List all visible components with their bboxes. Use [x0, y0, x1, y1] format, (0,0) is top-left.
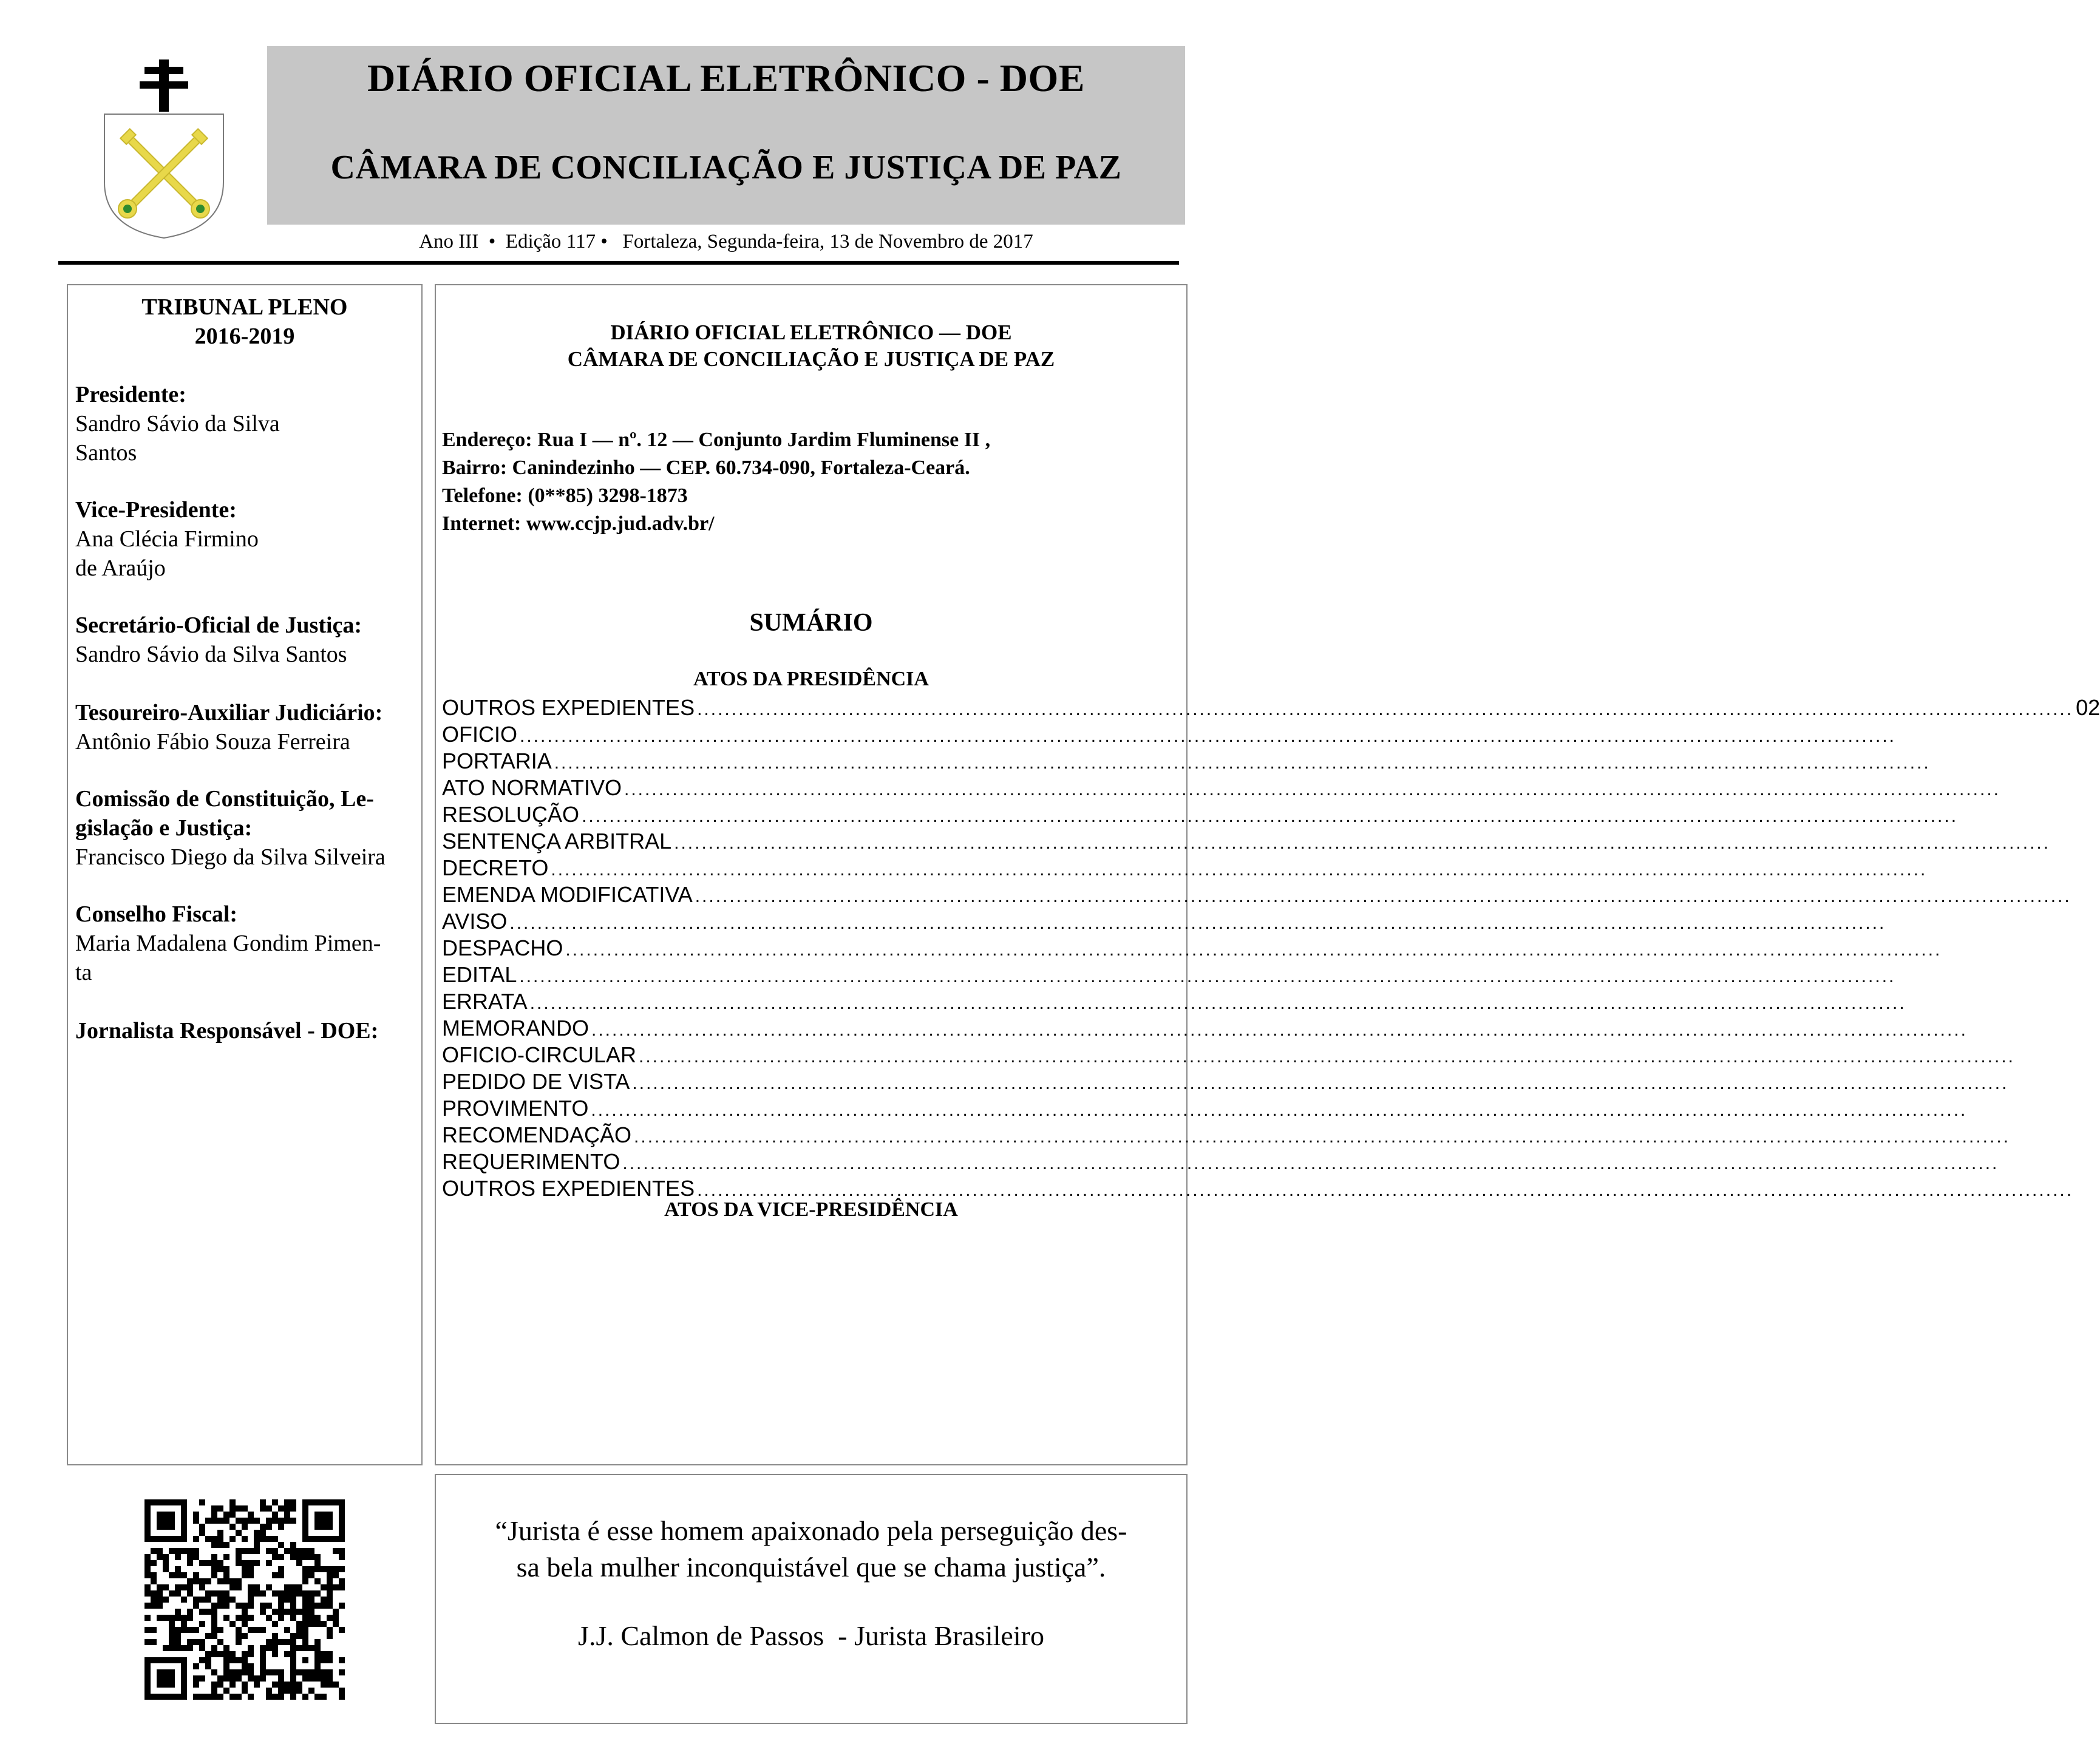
toc-leader-dots: ........................................................................................................................................................................................................ — [632, 1073, 2009, 1093]
toc-leader-dots: ........................................................................................................................................................................................................ — [622, 1153, 1999, 1173]
document-subtitle: CÂMARA DE CONCILIAÇÃO E JUSTIÇA DE PAZ — [330, 149, 1122, 186]
toc-page-number: 02 — [2076, 695, 2100, 720]
toc-entry — [442, 721, 1896, 748]
section-heading-presidencia: ATOS DA PRESIDÊNCIA — [693, 668, 929, 690]
toc-leader-dots: ........................................................................................................................................................................................................ — [591, 1020, 1968, 1040]
contact-block — [442, 426, 990, 538]
toc-leader-dots: ........................................................................................................................................................................................................ — [591, 1100, 1968, 1120]
website: Internet: www.ccjp.jud.adv.br/ — [442, 512, 715, 535]
toc-label: EDITAL — [442, 962, 517, 987]
toc-leader-dots: ........................................................................................................................................................................................................ — [674, 833, 2051, 853]
toc-entry — [442, 801, 1959, 828]
toc-leader-dots: ........................................................................................................................................................................................................ — [639, 1047, 2016, 1067]
panel-title: DIÁRIO OFICIAL ELETRÔNICO — DOE — [610, 321, 1012, 344]
toc-entry — [442, 1122, 2011, 1149]
toc-entry — [442, 908, 1886, 935]
toc-leader-dots: ........................................................................................................................................................................................................ — [565, 940, 1942, 960]
section-heading-vice-presidencia: ATOS DA VICE-PRESIDÊNCIA — [664, 1198, 958, 1221]
toc-label: OFICIO-CIRCULAR — [442, 1042, 637, 1067]
jornalista-block: Jornalista Responsável - DOE: — [75, 1018, 379, 1044]
quote-text: “Jurista é esse homem apaixonado pela perseguição des- sa bela mulher inconquistável que se chama justiça”. — [495, 1515, 1127, 1583]
toc-leader-dots: ........................................................................................................................................................................................................ — [697, 1180, 2074, 1200]
toc-leader-dots: ........................................................................................................................................................................................................ — [582, 806, 1959, 826]
panel-subtitle: CÂMARA DE CONCILIAÇÃO E JUSTIÇA DE PAZ — [567, 347, 1055, 371]
tribunal-heading: TRIBUNAL PLENO 2016-2019 — [141, 294, 348, 349]
comissao-block: Comissão de Constituição, Le- gislação e Justiça: Francisco Diego da Silva Silveira — [75, 786, 386, 870]
address-line: Endereço: Rua I — nº. 12 — Conjunto Jardim Fluminense II , — [442, 429, 991, 451]
toc-entry — [442, 748, 1931, 775]
toc-entry — [442, 988, 1906, 1015]
toc-label: EMENDA MODIFICATIVA — [442, 882, 693, 907]
toc-label: RECOMENDAÇÃO — [442, 1122, 632, 1147]
toc-entry — [442, 935, 1942, 962]
document-title: DIÁRIO OFICIAL ELETRÔNICO - DOE — [367, 56, 1085, 100]
toc-label: REQUERIMENTO — [442, 1149, 620, 1174]
tribunal-pleno-panel — [67, 284, 423, 1465]
toc-label: OUTROS EXPEDIENTES — [442, 1176, 695, 1201]
secretario-block: Secretário-Oficial de Justiça: Sandro Sávio da Silva Santos — [75, 613, 362, 667]
toc-entry — [442, 855, 1928, 881]
toc-entry — [442, 828, 2051, 855]
toc-entry — [442, 775, 2001, 801]
toc-label: DESPACHO — [442, 935, 563, 960]
phone: Telefone: (0**85) 3298-1873 — [442, 484, 688, 507]
header-banner — [267, 46, 1185, 225]
toc-leader-dots: ........................................................................................................................................................................................................ — [520, 726, 1896, 746]
toc-entry — [442, 1015, 1968, 1042]
toc-label: ATO NORMATIVO — [442, 775, 622, 800]
toc-label: SENTENÇA ARBITRAL — [442, 829, 672, 854]
toc-label: PEDIDO DE VISTA — [442, 1069, 630, 1094]
toc-label: DECRETO — [442, 855, 549, 880]
table-of-contents — [442, 694, 2100, 1202]
toc-entry — [442, 1068, 2009, 1095]
quote-panel — [435, 1474, 1188, 1724]
toc-entry — [442, 1149, 1999, 1175]
header-rule — [58, 261, 1179, 265]
toc-leader-dots: ........................................................................................................................................................................................................ — [695, 886, 2071, 906]
toc-leader-dots: ........................................................................................................................................................................................................ — [554, 753, 1931, 773]
presidente-block: Presidente: Sandro Sávio da Silva Santos — [75, 382, 280, 466]
qr-code-icon — [144, 1499, 345, 1700]
edition-line: Ano III • Edição 117 • Fortaleza, Segunda-feira, 13 de Novembro de 2017 — [419, 231, 1033, 253]
toc-label: MEMORANDO — [442, 1016, 589, 1040]
toc-label: AVISO — [442, 909, 508, 934]
toc-entry — [442, 1095, 1968, 1122]
toc-label: PORTARIA — [442, 748, 552, 773]
toc-entry — [442, 1042, 2016, 1068]
summary-panel — [435, 284, 2100, 1465]
toc-entry — [442, 881, 2071, 908]
toc-leader-dots: ........................................................................................................................................................................................................ — [519, 966, 1896, 986]
coat-of-arms-icon — [97, 49, 231, 243]
toc-label: OUTROS EXPEDIENTES — [442, 695, 695, 720]
toc-leader-dots: ........................................................................................................................................................................................................ — [509, 913, 1886, 933]
conselho-fiscal-block: Conselho Fiscal: Maria Madalena Gondim Pimen- ta — [75, 901, 381, 985]
toc-leader-dots: ........................................................................................................................................................................................................ — [551, 860, 1928, 880]
toc-label: ERRATA — [442, 989, 528, 1014]
toc-label: RESOLUÇÃO — [442, 802, 580, 827]
toc-leader-dots: ........................................................................................................................................................................................................ — [697, 699, 2074, 719]
sumario-heading: SUMÁRIO — [749, 609, 873, 637]
toc-leader-dots: ........................................................................................................................................................................................................ — [634, 1127, 2011, 1147]
tesoureiro-block: Tesoureiro-Auxiliar Judiciário: Antônio Fábio Souza Ferreira — [75, 700, 383, 755]
quote-author: J.J. Calmon de Passos - Jurista Brasileiro — [578, 1620, 1044, 1651]
address-line: Bairro: Canindezinho — CEP. 60.734-090, Fortaleza-Ceará. — [442, 456, 970, 479]
vice-presidente-block: Vice-Presidente: Ana Clécia Firmino de Araújo — [75, 497, 259, 581]
toc-entry — [442, 962, 1896, 988]
toc-label: PROVIMENTO — [442, 1096, 589, 1121]
toc-leader-dots: ........................................................................................................................................................................................................ — [529, 993, 1906, 1013]
toc-entry — [442, 694, 2100, 721]
toc-leader-dots: ........................................................................................................................................................................................................ — [624, 779, 2001, 799]
toc-label: OFICIO — [442, 722, 517, 747]
